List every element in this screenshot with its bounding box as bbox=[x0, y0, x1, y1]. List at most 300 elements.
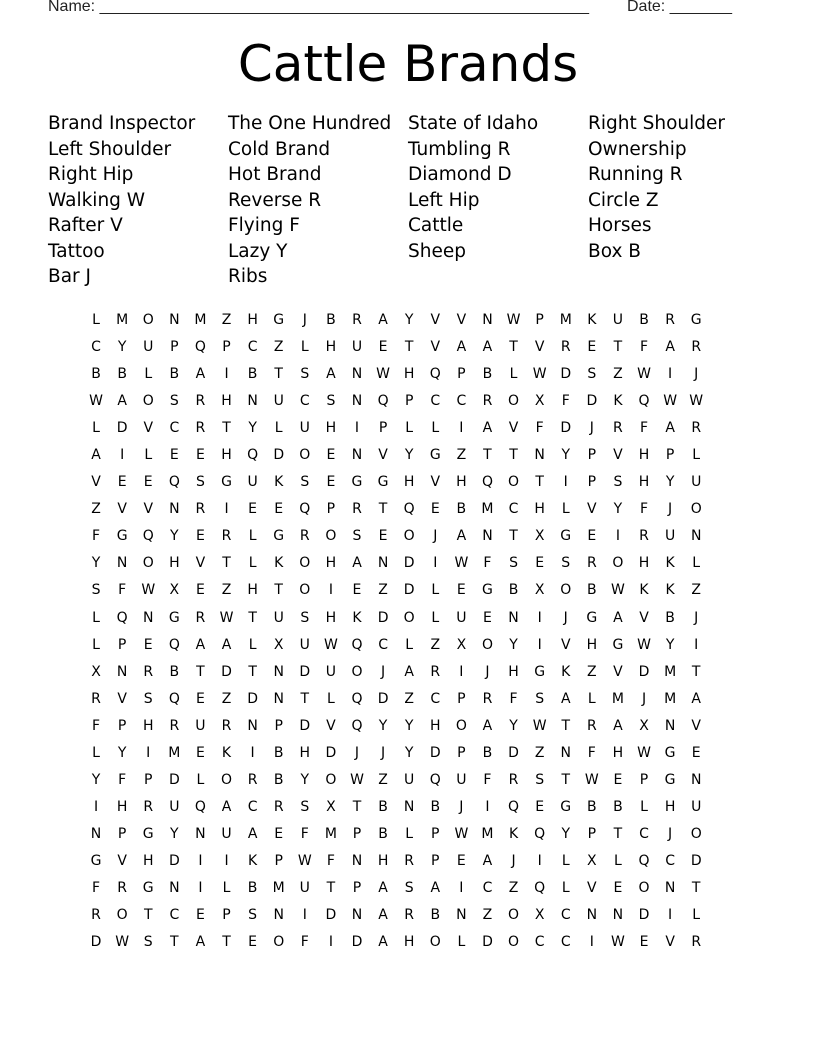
grid-letter: D bbox=[90, 934, 102, 951]
grid-letter: N bbox=[534, 447, 545, 464]
grid-letter: C bbox=[91, 339, 101, 356]
grid-letter: Q bbox=[377, 393, 389, 410]
grid-letter: R bbox=[691, 339, 702, 356]
grid-letter: O bbox=[403, 528, 415, 545]
grid-letter: T bbox=[222, 555, 231, 572]
grid-letter: N bbox=[482, 312, 493, 328]
grid-letter: U bbox=[325, 663, 337, 680]
grid-letter: T bbox=[248, 663, 257, 680]
grid-letter: H bbox=[638, 447, 650, 464]
grid-letter: E bbox=[456, 852, 466, 869]
grid-letter: W bbox=[219, 609, 234, 626]
grid-letter: G bbox=[168, 609, 180, 626]
grid-letter: R bbox=[665, 312, 675, 328]
grid-letter: W bbox=[637, 366, 651, 383]
grid-letter: O bbox=[690, 501, 702, 518]
grid-letter: B bbox=[456, 501, 467, 518]
grid-letter: D bbox=[116, 420, 128, 437]
grid-letter: O bbox=[508, 393, 520, 410]
word-bank-item: State of Idaho bbox=[408, 113, 539, 134]
grid-letter: B bbox=[587, 582, 597, 599]
grid-letter: O bbox=[638, 879, 650, 896]
grid-letter: C bbox=[247, 339, 258, 356]
grid-letter: O bbox=[142, 393, 154, 410]
grid-letter: U bbox=[404, 771, 415, 788]
grid-letter: R bbox=[613, 420, 623, 437]
grid-letter: E bbox=[378, 339, 388, 356]
grid-letter: C bbox=[169, 420, 180, 437]
grid-letter: B bbox=[117, 366, 127, 383]
grid-letter: C bbox=[560, 907, 571, 924]
grid-letter: P bbox=[222, 339, 231, 356]
grid-letter: B bbox=[430, 907, 441, 924]
grid-letter: V bbox=[613, 663, 623, 680]
grid-letter: R bbox=[430, 663, 441, 680]
grid-letter: W bbox=[637, 744, 651, 761]
grid-letter: R bbox=[195, 609, 206, 626]
grid-letter: G bbox=[221, 474, 232, 491]
grid-letter: R bbox=[482, 393, 493, 410]
grid-letter: V bbox=[143, 420, 154, 437]
word-bank-item: Hot Brand bbox=[228, 164, 322, 185]
grid-letter: N bbox=[142, 609, 154, 626]
grid-letter: P bbox=[170, 339, 179, 356]
grid-letter: R bbox=[586, 555, 597, 572]
grid-letter: S bbox=[300, 609, 310, 626]
grid-letter: A bbox=[91, 447, 101, 464]
grid-letter: Y bbox=[170, 528, 179, 545]
grid-letter: O bbox=[142, 312, 154, 328]
grid-letter: P bbox=[457, 366, 466, 383]
grid-letter: A bbox=[456, 339, 467, 356]
grid-letter: S bbox=[91, 582, 101, 599]
grid-letter: P bbox=[352, 879, 362, 896]
grid-letter: X bbox=[587, 852, 597, 869]
grid-letter: W bbox=[454, 555, 469, 572]
grid-letter: N bbox=[586, 907, 598, 924]
grid-letter: Q bbox=[534, 825, 546, 842]
grid-letter: G bbox=[377, 474, 389, 491]
grid-letter: I bbox=[93, 798, 99, 815]
grid-letter: C bbox=[430, 690, 441, 707]
grid-letter: J bbox=[511, 852, 516, 869]
grid-letter: O bbox=[612, 555, 624, 572]
grid-letter: F bbox=[639, 420, 649, 437]
grid-letter: A bbox=[404, 663, 414, 680]
grid-letter: H bbox=[612, 744, 624, 761]
grid-letter: F bbox=[639, 339, 649, 356]
grid-letter: N bbox=[195, 825, 206, 842]
grid-letter: W bbox=[611, 934, 625, 951]
grid-letter: N bbox=[116, 663, 128, 680]
grid-letter: W bbox=[89, 393, 103, 410]
word-bank bbox=[48, 111, 768, 290]
grid-letter: B bbox=[247, 879, 258, 896]
grid-letter: U bbox=[221, 825, 232, 842]
grid-letter: T bbox=[613, 825, 623, 842]
word-bank-item: Circle Z bbox=[588, 189, 659, 211]
grid-letter: L bbox=[614, 852, 622, 869]
grid-letter: E bbox=[378, 528, 388, 545]
grid-letter: E bbox=[195, 744, 205, 761]
grid-letter: B bbox=[482, 744, 493, 761]
grid-letter: Q bbox=[116, 609, 128, 626]
grid-letter: V bbox=[430, 312, 441, 328]
grid-letter: X bbox=[534, 582, 545, 599]
grid-letter: H bbox=[403, 474, 415, 491]
grid-letter: P bbox=[587, 825, 597, 842]
grid-letter: E bbox=[195, 582, 205, 599]
grid-letter: A bbox=[221, 636, 232, 653]
grid-letter: P bbox=[404, 393, 414, 410]
grid-letter: N bbox=[90, 825, 102, 842]
grid-letter: V bbox=[691, 717, 701, 734]
grid-letter: M bbox=[664, 690, 677, 707]
grid-letter: E bbox=[195, 690, 205, 707]
grid-letter: U bbox=[456, 609, 467, 626]
grid-letter: P bbox=[117, 825, 127, 842]
grid-letter: D bbox=[638, 907, 650, 924]
grid-letter: Z bbox=[691, 582, 701, 599]
grid-letter: W bbox=[689, 393, 704, 410]
grid-letter: Q bbox=[403, 501, 415, 518]
grid-letter: K bbox=[508, 825, 519, 842]
grid-letter: X bbox=[456, 636, 467, 653]
grid-letter: Q bbox=[508, 798, 520, 815]
word-bank-item: Lazy Y bbox=[228, 240, 288, 262]
grid-letter: T bbox=[196, 663, 205, 680]
grid-letter: H bbox=[325, 609, 337, 626]
grid-letter: L bbox=[405, 420, 414, 437]
grid-letter: A bbox=[378, 934, 388, 951]
grid-letter: K bbox=[248, 852, 258, 869]
grid-letter: Y bbox=[378, 717, 388, 734]
grid-letter: R bbox=[299, 528, 310, 545]
grid-letter: M bbox=[272, 879, 285, 896]
grid-letter: T bbox=[561, 771, 571, 788]
grid-letter: L bbox=[92, 312, 100, 328]
grid-letter: V bbox=[587, 501, 597, 518]
grid-letter: N bbox=[560, 744, 571, 761]
grid-letter: R bbox=[586, 717, 597, 734]
grid-letter: G bbox=[560, 528, 572, 545]
grid-letter: Y bbox=[665, 636, 675, 653]
grid-letter: Q bbox=[168, 636, 180, 653]
grid-letter: F bbox=[587, 744, 596, 761]
grid-letter: G bbox=[90, 852, 102, 869]
header bbox=[48, 0, 748, 20]
grid-letter: Y bbox=[665, 474, 675, 491]
grid-letter: Z bbox=[587, 663, 597, 680]
grid-letter: C bbox=[378, 636, 388, 653]
grid-letter: R bbox=[195, 501, 206, 518]
grid-letter: G bbox=[429, 447, 441, 464]
grid-letter: O bbox=[299, 555, 311, 572]
grid-letter: U bbox=[691, 798, 702, 815]
grid-letter: Z bbox=[273, 339, 284, 356]
grid-letter: L bbox=[509, 366, 518, 383]
grid-letter: Q bbox=[429, 366, 441, 383]
grid-letter: R bbox=[143, 663, 154, 680]
word-bank-item: Running R bbox=[588, 164, 683, 185]
grid-letter: D bbox=[403, 555, 415, 572]
grid-letter: A bbox=[665, 420, 675, 437]
grid-letter: A bbox=[378, 907, 388, 924]
grid-letter: J bbox=[563, 609, 568, 626]
grid-letter: D bbox=[299, 717, 311, 734]
grid-letter: T bbox=[509, 339, 518, 356]
grid-letter: Y bbox=[248, 420, 257, 437]
grid-letter: R bbox=[508, 771, 519, 788]
grid-letter: U bbox=[612, 312, 624, 328]
grid-letter: V bbox=[117, 852, 127, 869]
grid-letter: O bbox=[403, 609, 415, 626]
grid-letter: P bbox=[274, 717, 283, 734]
grid-letter: C bbox=[665, 852, 675, 869]
grid-letter: G bbox=[664, 771, 676, 788]
grid-letter: P bbox=[457, 690, 466, 707]
grid-letter: K bbox=[613, 393, 623, 410]
grid-letter: F bbox=[118, 771, 127, 788]
grid-letter: A bbox=[613, 609, 623, 626]
grid-letter: Y bbox=[404, 312, 414, 328]
grid-letter: O bbox=[690, 825, 702, 842]
grid-letter: G bbox=[612, 636, 624, 653]
grid-letter: A bbox=[665, 339, 675, 356]
grid-letter: Z bbox=[508, 879, 519, 896]
grid-letter: S bbox=[509, 555, 518, 572]
grid-letter: T bbox=[300, 690, 310, 707]
grid-letter: E bbox=[195, 528, 205, 545]
word-bank-item: Brand Inspector bbox=[48, 113, 196, 134]
grid-letter: I bbox=[224, 852, 229, 869]
grid-letter: E bbox=[274, 825, 284, 842]
grid-letter: T bbox=[691, 663, 701, 680]
grid-letter: Q bbox=[638, 393, 650, 410]
grid-letter: Y bbox=[613, 501, 623, 518]
grid-letter: J bbox=[433, 528, 438, 545]
grid-letter: N bbox=[116, 555, 128, 572]
grid-letter: R bbox=[221, 528, 232, 545]
grid-letter: O bbox=[325, 528, 337, 545]
grid-letter: E bbox=[535, 798, 545, 815]
grid-letter: V bbox=[117, 501, 127, 518]
grid-letter: W bbox=[506, 312, 521, 328]
grid-letter: A bbox=[560, 690, 571, 707]
grid-letter: E bbox=[691, 744, 701, 761]
word-bank-item: Right Hip bbox=[48, 164, 134, 185]
grid-letter: L bbox=[640, 798, 648, 815]
grid-letter: R bbox=[143, 798, 154, 815]
grid-letter: L bbox=[92, 420, 100, 437]
grid-letter: N bbox=[664, 717, 676, 734]
grid-letter: I bbox=[198, 852, 203, 869]
grid-letter: S bbox=[195, 474, 205, 491]
grid-letter: V bbox=[378, 447, 388, 464]
grid-letter: C bbox=[247, 798, 258, 815]
grid-letter: Z bbox=[91, 501, 101, 518]
grid-letter: I bbox=[120, 447, 125, 464]
grid-letter: I bbox=[250, 744, 255, 761]
grid-letter: Q bbox=[429, 771, 441, 788]
grid-letter: N bbox=[169, 501, 180, 518]
grid-letter: B bbox=[587, 798, 597, 815]
grid-letter: D bbox=[508, 744, 519, 761]
grid-letter: O bbox=[481, 636, 493, 653]
grid-letter: Y bbox=[404, 447, 414, 464]
grid-letter: A bbox=[352, 555, 362, 572]
grid-letter: T bbox=[378, 501, 388, 518]
grid-letter: G bbox=[273, 528, 285, 545]
grid-letter: M bbox=[481, 501, 494, 518]
grid-letter: V bbox=[508, 420, 519, 437]
grid-letter: T bbox=[274, 366, 283, 383]
grid-letter: E bbox=[430, 501, 440, 518]
grid-letter: F bbox=[483, 771, 492, 788]
date-line: Date: _______ bbox=[627, 0, 732, 15]
grid-letter: L bbox=[692, 907, 701, 924]
word-bank-item: Cold Brand bbox=[228, 138, 331, 160]
grid-letter: E bbox=[456, 582, 466, 599]
grid-letter: I bbox=[459, 420, 464, 437]
grid-letter: U bbox=[664, 528, 676, 545]
grid-letter: L bbox=[561, 852, 570, 869]
grid-letter: S bbox=[300, 798, 310, 815]
grid-letter: V bbox=[456, 312, 467, 328]
grid-letter: A bbox=[195, 934, 206, 951]
grid-letter: A bbox=[195, 636, 206, 653]
grid-letter: B bbox=[169, 663, 180, 680]
word-bank-item: The One Hundred bbox=[228, 113, 392, 134]
grid-letter: V bbox=[587, 879, 597, 896]
grid-letter: E bbox=[535, 555, 545, 572]
grid-letter: T bbox=[170, 934, 179, 951]
grid-letter: W bbox=[141, 582, 156, 599]
name-line: Name: _______________________________________________________ bbox=[48, 0, 589, 15]
grid-letter: J bbox=[485, 663, 490, 680]
grid-letter: P bbox=[457, 744, 466, 761]
grid-letter: W bbox=[350, 771, 364, 788]
grid-letter: X bbox=[273, 636, 284, 653]
grid-letter: C bbox=[169, 907, 180, 924]
grid-letter: L bbox=[692, 447, 701, 464]
grid-letter: O bbox=[325, 771, 337, 788]
grid-letter: H bbox=[142, 717, 154, 734]
grid-letter: U bbox=[691, 474, 702, 491]
grid-letter: G bbox=[116, 528, 128, 545]
grid-letter: D bbox=[351, 934, 363, 951]
grid-letter: Q bbox=[142, 528, 154, 545]
grid-letter: P bbox=[587, 447, 597, 464]
grid-letter: O bbox=[273, 934, 285, 951]
grid-letter: T bbox=[248, 609, 257, 626]
grid-letter: Y bbox=[509, 636, 518, 653]
grid-letter: N bbox=[247, 393, 258, 410]
grid-letter: E bbox=[483, 609, 492, 626]
grid-letter: D bbox=[560, 420, 572, 437]
grid-letter: I bbox=[328, 934, 333, 951]
grid-letter: J bbox=[459, 798, 464, 815]
grid-letter: B bbox=[273, 771, 284, 788]
grid-letter: L bbox=[92, 744, 100, 761]
grid-letter: D bbox=[273, 447, 285, 464]
grid-letter: H bbox=[142, 852, 154, 869]
grid-letter: Q bbox=[247, 447, 259, 464]
grid-letter: D bbox=[429, 744, 441, 761]
grid-letter: Y bbox=[561, 825, 571, 842]
word-bank-item: Tattoo bbox=[48, 240, 105, 262]
grid-letter: U bbox=[299, 636, 310, 653]
grid-letter: F bbox=[326, 852, 335, 869]
grid-letter: A bbox=[482, 717, 493, 734]
grid-letter: R bbox=[482, 690, 493, 707]
grid-letter: V bbox=[613, 447, 623, 464]
grid-letter: S bbox=[300, 366, 310, 383]
grid-letter: F bbox=[535, 420, 544, 437]
grid-letter: P bbox=[117, 636, 127, 653]
grid-letter: O bbox=[508, 934, 520, 951]
grid-letter: H bbox=[247, 582, 258, 599]
grid-letter: S bbox=[248, 907, 258, 924]
grid-letter: A bbox=[117, 393, 127, 410]
grid-letter: X bbox=[534, 393, 545, 410]
grid-letter: G bbox=[664, 744, 676, 761]
grid-letter: Z bbox=[534, 744, 545, 761]
grid-letter: Y bbox=[404, 717, 414, 734]
grid-letter: N bbox=[482, 528, 493, 545]
grid-letter: B bbox=[378, 825, 388, 842]
grid-letter: C bbox=[508, 501, 519, 518]
grid-letter: F bbox=[92, 879, 101, 896]
grid-letter: H bbox=[247, 312, 258, 328]
grid-letter: K bbox=[352, 609, 362, 626]
grid-letter: R bbox=[195, 420, 206, 437]
grid-letter: V bbox=[143, 501, 154, 518]
grid-letter: V bbox=[639, 609, 649, 626]
grid-letter: C bbox=[430, 393, 441, 410]
grid-letter: O bbox=[142, 555, 154, 572]
grid-letter: D bbox=[403, 582, 415, 599]
grid-letter: W bbox=[323, 636, 338, 653]
grid-letter: H bbox=[664, 798, 676, 815]
grid-letter: S bbox=[535, 690, 545, 707]
grid-letter: E bbox=[587, 339, 597, 356]
grid-letter: Z bbox=[378, 582, 388, 599]
word-bank-item: Ribs bbox=[228, 266, 268, 287]
grid-letter: B bbox=[639, 312, 649, 328]
grid-letter: B bbox=[665, 609, 675, 626]
grid-letter: E bbox=[143, 636, 153, 653]
grid-letter: R bbox=[169, 717, 180, 734]
grid-letter: Q bbox=[351, 690, 363, 707]
grid-letter: H bbox=[586, 636, 598, 653]
grid-letter: P bbox=[431, 825, 440, 842]
grid-letter: K bbox=[665, 555, 675, 572]
word-bank-item: Sheep bbox=[408, 240, 466, 262]
grid-letter: T bbox=[143, 907, 153, 924]
grid-letter: L bbox=[326, 690, 335, 707]
grid-letter: U bbox=[143, 339, 154, 356]
grid-letter: F bbox=[300, 934, 309, 951]
grid-letter: X bbox=[639, 717, 649, 734]
grid-letter: N bbox=[456, 907, 467, 924]
grid-letter: R bbox=[91, 907, 101, 924]
grid-letter: G bbox=[560, 798, 572, 815]
grid-letter: S bbox=[326, 393, 336, 410]
grid-letter: S bbox=[535, 771, 545, 788]
grid-letter: O bbox=[508, 907, 520, 924]
grid-letter: I bbox=[615, 528, 620, 545]
